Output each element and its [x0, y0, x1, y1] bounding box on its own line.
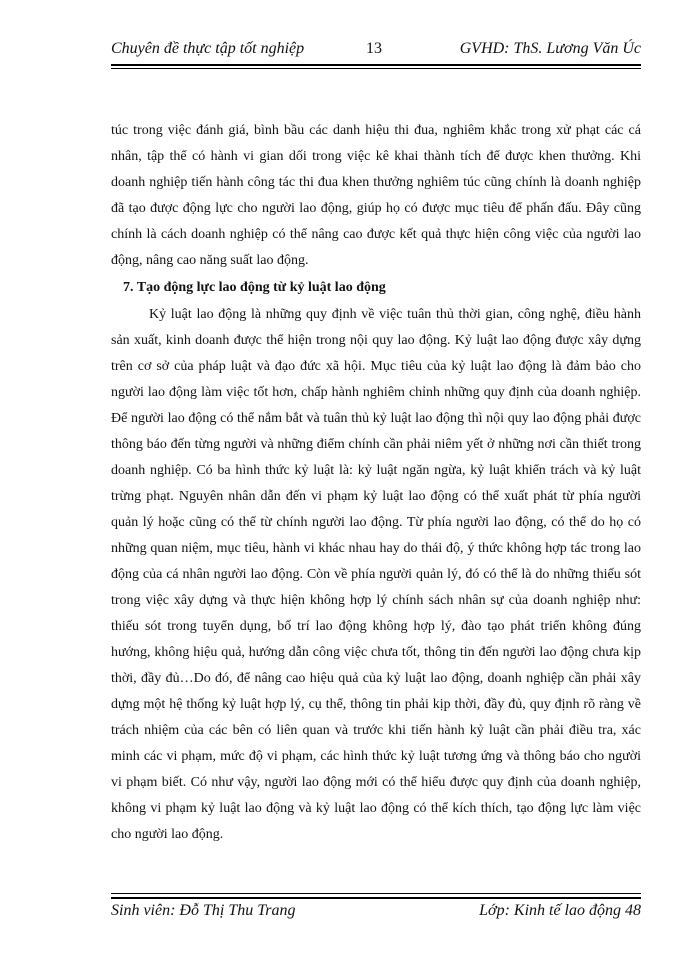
page-number: 13: [366, 40, 382, 57]
footer-class: Lớp: Kinh tế lao động 48: [479, 902, 641, 919]
paragraph-continued: túc trong việc đánh giá, bình bầu các danh hiệu thi đua, nghiêm khắc trong xử phạt các cá nhân, tập thể có hành vi gian dối trong việc kê khai thành tích để được khen thưởng. Khi doanh nghiệp tiến hành công tác thi đua khen thưởng nghiêm túc cũng chính là doanh nghiệp đã tạo được động lực cho người lao động, giúp họ có được mục tiêu để phấn đấu. Đây cũng chính là cách doanh nghiệp có thể nâng cao được kết quả thực hiện công việc của người lao động, nâng cao năng suất lao động.: [111, 123, 641, 268]
section-heading: 7. Tạo động lực lao động từ kỷ luật lao động: [123, 280, 386, 295]
page-footer: [111, 902, 641, 926]
footer-rule-thick: [111, 897, 641, 899]
header-rule-thick: [111, 64, 641, 66]
footer-rule-thin: [111, 893, 641, 894]
header-supervisor: GVHD: ThS. Lương Văn Úc: [459, 40, 641, 57]
paragraph-labor-discipline: Kỷ luật lao động là những quy định về việc tuân thủ thời gian, công nghệ, điều hành sản xuất, kinh doanh được thể hiện trong nội quy lao động. Kỷ luật lao động được xây dựng trên cơ sở của pháp luật và đạo đức xã hội. Mục tiêu của kỷ luật lao động là đảm bảo cho người lao động làm việc tốt hơn, chấp hành nghiêm chỉnh những quy định của doanh nghiệp. Để người lao động có thể nắm bắt và tuân thủ kỷ luật lao động thì nội quy lao động phải được thông báo đến từng người và những điểm chính cần phải niêm yết ở những nơi cần thiết trong doanh nghiệp. Có ba hình thức kỷ luật là: kỷ luật ngăn ngừa, kỷ luật khiển trách và kỷ luật trừng phạt. Nguyên nhân dẫn đến vi phạm kỷ luật lao động có thể xuất phát từ phía người quản lý hoặc cũng có thể từ chính người lao động. Từ phía người lao động, có thể do họ có những quan niệm, mục tiêu, hành vi khác nhau hay do thái độ, ý thức không hợp tác trong lao động của cá nhân người lao động. Còn về phía người quản lý, đó có thể là do những thiếu sót trong việc xây dựng và thực hiện không hợp lý chính sách nhân sự của doanh nghiệp như: thiếu sót trong tuyển dụng, bố trí lao động không hợp lý, đào tạo phát triển không đúng hướng, không hiệu quả, hướng dẫn công việc chưa tốt, thông tin đến người lao động chưa kịp thời, đầy đủ…Do đó, để nâng cao hiệu quả của kỷ luật lao động, doanh nghiệp cần phải xây dựng một hệ thống kỷ luật hợp lý, cụ thể, thông tin phải kịp thời, đầy đủ, quy định rõ ràng về trách nhiệm của các bên có liên quan và trước khi tiến hành kỷ luật cần phải điều tra, xác minh các vi phạm, mức độ vi phạm, các hình thức kỷ luật tương ứng và thông báo cho người vi phạm biết. Có như vậy, người lao động mới có thể hiểu được quy định của doanh nghiệp, không vi phạm kỷ luật lao động và kỷ luật lao động có thể kích thích, tạo động lực làm việc cho người lao động.: [111, 307, 641, 842]
footer-student: Sinh viên: Đỗ Thị Thu Trang: [111, 902, 296, 919]
header-document-title: Chuyên đề thực tập tốt nghiệp: [111, 40, 305, 57]
header-rule-thin: [111, 68, 641, 69]
page-body: [111, 118, 641, 848]
